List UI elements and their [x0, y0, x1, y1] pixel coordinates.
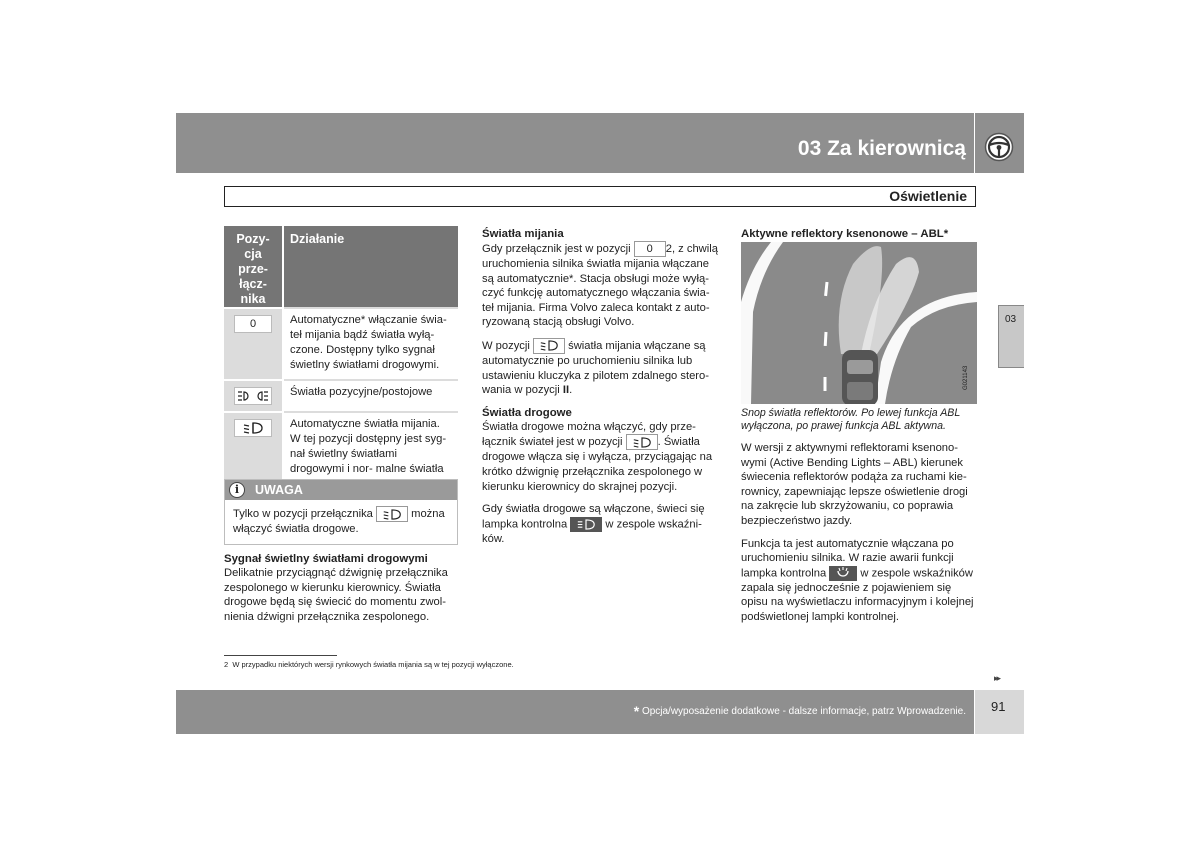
action-text: Automatyczne światła mijania. W tej pozycji dostępny jest syg- nał świetlny światłami drogowymi i nor- malne światła: [290, 418, 447, 475]
chapter-header: [176, 113, 974, 173]
next-page-arrows-icon[interactable]: ▸▸: [994, 673, 1000, 683]
asterisk-mark: *: [633, 703, 640, 719]
section-title: Oświetlenie: [889, 188, 967, 204]
uwaga-body: [225, 500, 457, 544]
drogowe-paragraph: [482, 420, 718, 494]
uwaga-text: można włączyć światła drogowe.: [233, 507, 445, 535]
abl-heading-block: [741, 227, 977, 241]
position-zero-symbol: 0: [634, 241, 666, 257]
action-text: Automatyczne* włączanie świa- teł mijania bądź światła wyłą- czone. Dostępny tylko sygnał świetlny światłami drogowymi.: [290, 314, 447, 371]
footer-note: [634, 703, 966, 719]
sygnal-body: Delikatnie przyciągnąć dźwignię przełącznika zespolonego w kierunku kierownicy. Światła drogowe będą się świecić do momentu zwol- nienia dźwigni przełącznika zespolonego.: [224, 567, 448, 623]
high-beam-indicator-icon: [570, 517, 602, 532]
image-code: G021143: [963, 365, 969, 390]
table-header-position: [224, 226, 284, 307]
uwaga-text: Tylko w pozycji przełącznika: [233, 507, 373, 520]
page-footer: [176, 690, 974, 734]
chapter-side-tab[interactable]: [998, 305, 1024, 368]
head-pos-line: Pozy-: [236, 232, 270, 246]
abl-paragraph: W wersji z aktywnymi reflektorami ksenono- wymi (Active Bending Lights – ABL) kierunek świecenia reflektorów podąża za ruchami kie- rownicy, zapewniając lepsze oświetlenie drogi na zakręcie lub skrzyżowaniu, co poprawia bezpieczeństwo jazdy.: [741, 442, 968, 527]
mijania-text: światła mijania włączane są automatycznie po uruchomieniu silnika lub ustawieniu kluczyka z pilotem zdalnego stero- wania w pozycji: [482, 339, 709, 397]
footnote-rule: [224, 655, 337, 656]
action-text: Światła pozycyjne/postojowe: [290, 386, 433, 398]
action-cell: [284, 307, 458, 379]
abl-warning-indicator-icon: [829, 566, 857, 581]
table-header-row: [224, 226, 458, 307]
mijania-heading: Światła mijania: [482, 228, 564, 240]
footer-text: Opcja/wyposażenie dodatkowe - dalsze informacje, patrz Wprowadzenie.: [641, 706, 966, 717]
mijania-text: .: [569, 384, 573, 397]
abl-paragraph: [741, 537, 981, 625]
side-tab-label: 03: [1005, 314, 1017, 325]
switch-position-table: [224, 226, 458, 498]
head-pos-line: nika: [240, 292, 266, 306]
mijania-text: W pozycji: [482, 339, 530, 352]
abl-section: [741, 407, 981, 633]
footnote-number: 2: [224, 660, 229, 669]
position-lights-icon: [234, 387, 272, 405]
abl-heading: Aktywne reflektory ksenonowe – ABL*: [741, 228, 949, 240]
steering-wheel-icon: [984, 132, 1014, 162]
uwaga-notice: [224, 479, 458, 545]
info-icon: i: [229, 482, 245, 498]
dipped-beam-icon: [626, 434, 658, 450]
abl-road-illustration: [741, 242, 977, 404]
dipped-beam-icon: [376, 506, 408, 522]
page-number-box: [975, 690, 1024, 734]
head-pos-line: łącz-: [239, 277, 267, 291]
uwaga-label: UWAGA: [255, 483, 303, 497]
dipped-beam-icon: [234, 419, 272, 437]
drogowe-heading: Światła drogowe: [482, 406, 572, 419]
page-number: 91: [991, 699, 1006, 714]
abl-caption: Snop światła reflektorów. Po lewej funkcja ABL wyłączona, po prawej funkcja ABL aktywna.: [741, 407, 961, 432]
mijania-section: [482, 227, 718, 554]
drogowe-text: Gdy światła drogowe są włączone, świeci się lampka kontrolna: [482, 503, 705, 531]
dipped-beam-icon: [533, 338, 565, 354]
position-cell: [224, 307, 284, 379]
table-header-action: Działanie: [284, 226, 458, 307]
footnote-text: W przypadku niektórych wersji rynkowych światła mijania są w tej pozycji wyłączone.: [232, 660, 514, 669]
drogowe-text: w zespole wskaźni- ków.: [482, 518, 702, 545]
position-zero-symbol: 0: [234, 315, 272, 333]
footnote: [224, 660, 514, 669]
abl-text: w zespole wskaźników zapala się jednocześnie z pojawieniem się opisu na wyświetlaczu informacyjnym i kolejnej podświetlonej lampki kontrolnej.: [741, 567, 974, 623]
table-row: [224, 379, 458, 411]
action-cell: [284, 379, 458, 411]
key-position-label: II: [562, 384, 570, 397]
section-header: [224, 186, 976, 207]
mijania-paragraph: [482, 338, 718, 398]
head-pos-line: prze-: [238, 262, 268, 276]
sygnal-heading: Sygnał świetlny światłami drogowymi: [224, 553, 428, 565]
sygnal-section: [224, 552, 460, 632]
head-pos-line: cja: [244, 247, 262, 261]
mijania-text: 2, z chwilą uruchomienia silnika światła mijania włączane są automatycznie*. Stacja obsługi może wyłą- czyć funkcję automatycznego włączania świa- teł mijania. Firma Volvo zaleca kontakt z auto- ryzowaną stacją obsługi Volvo.: [482, 242, 718, 329]
drogowe-text: Światła drogowe można włączyć, gdy prze- łącznik świateł jest w pozycji: [482, 420, 696, 449]
uwaga-header: [225, 480, 457, 500]
mijania-paragraph: [482, 241, 718, 330]
chapter-icon-box: [975, 113, 1024, 173]
chapter-title: 03 Za kierownicą: [797, 137, 966, 160]
mijania-text: Gdy przełącznik jest w pozycji: [482, 242, 631, 255]
abl-text: Funkcja ta jest automatycznie włączana po uruchomieniu silnika. W razie awarii funkcji lampka kontrolna: [741, 537, 954, 580]
drogowe-text: . Światła drogowe włącza się i wyłącza, przyciągając na krótko dźwignię przełącznika zespolonego w kierunku kierownicy do skrajnej pozycji.: [482, 436, 713, 493]
drogowe-paragraph: [482, 502, 718, 546]
table-row: [224, 307, 458, 379]
position-cell: [224, 379, 284, 411]
